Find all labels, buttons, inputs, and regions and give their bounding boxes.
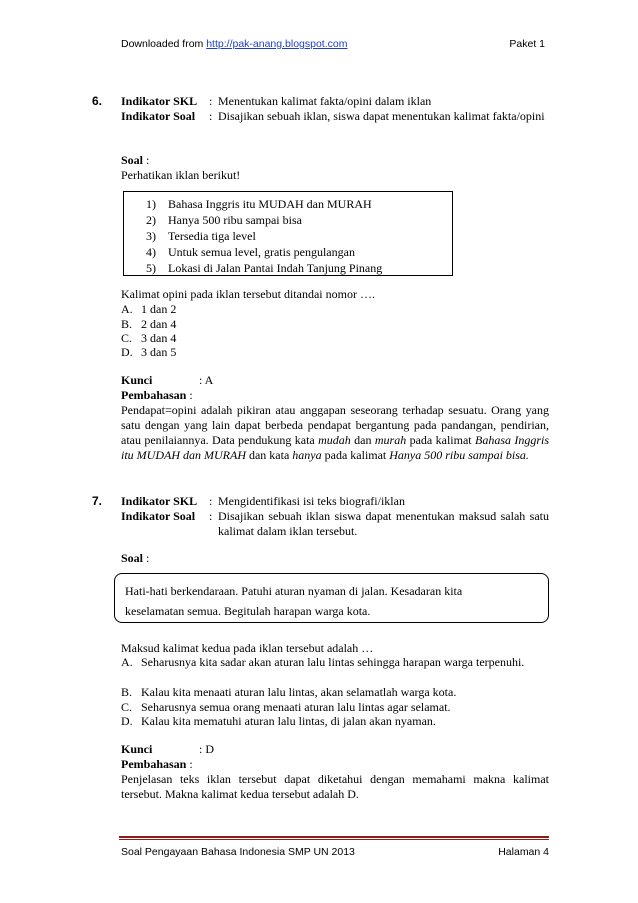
kunci-label: Kunci	[121, 742, 153, 756]
indikator-skl-value: Menentukan kalimat fakta/opini dalam iklan	[218, 94, 432, 108]
ad-item	[146, 197, 382, 213]
indikator-skl-label: Indikator SKL	[121, 494, 198, 508]
ad-box	[123, 191, 453, 276]
option-text: Kalau kita menaati aturan lalu lintas, akan selamatlah warga kota.	[141, 685, 457, 699]
indikator-soal-label: Indikator Soal	[121, 109, 196, 123]
option-text: Kalau kita mematuhi aturan lalu lintas, di jalan akan nyaman.	[141, 714, 436, 728]
kunci-value: : A	[199, 373, 214, 387]
option-letter: D.	[121, 714, 133, 728]
ad-item	[146, 245, 382, 261]
ad-item-number: 5)	[146, 261, 156, 275]
explanation-paragraph: Pendapat=opini adalah pikiran atau anggapan seseorang terhadap sesuatu. Orang yang satu dengan yang lain dapat berbeda pendapat bergantung pada pandangan, pendirian, atau penilaiannya. Data pendukung kata mudah dan murah pada kalimat Bahasa Inggris itu MUDAH dan MURAH dan kata hanya pada kalimat Hanya 500 ribu sampai bisa.	[121, 403, 550, 462]
indikator-soal-label: Indikator Soal	[121, 509, 196, 523]
ad-item-number: 4)	[146, 245, 156, 259]
option-letter: C.	[121, 331, 133, 345]
pembahasan-row: Pembahasan :	[121, 757, 193, 771]
option-text: 3 dan 4	[141, 331, 177, 345]
ad-box	[114, 573, 549, 623]
option-text: Seharusnya kita sadar akan aturan lalu lintas sehingga harapan warga terpenuhi.	[141, 655, 525, 669]
option-text: Seharusnya semua orang menaati aturan lalu lintas agar selamat.	[141, 700, 451, 714]
explanation-paragraph: Penjelasan teks iklan tersebut dapat diketahui dengan memahami makna kalimat tersebut. Makna kalimat kedua tersebut adalah D.	[121, 772, 549, 801]
indikator-skl-label: Indikator SKL	[121, 94, 198, 108]
instruction: Perhatikan iklan berikut!	[121, 168, 241, 182]
indikator-soal-value: Disajikan sebuah iklan siswa dapat menentukan maksud salah satu kalimat dalam iklan tersebut.	[218, 509, 549, 538]
pembahasan-row: Pembahasan :	[121, 388, 193, 402]
option-letter: A.	[121, 655, 133, 669]
footer-divider-thin	[119, 839, 549, 840]
question-text: Maksud kalimat kedua pada iklan tersebut adalah …	[121, 641, 374, 655]
option-letter: A.	[121, 302, 133, 316]
pembahasan-label: Pembahasan	[121, 757, 187, 771]
indikator-soal-value: Disajikan sebuah iklan, siswa dapat menentukan kalimat fakta/opini	[218, 109, 545, 123]
soal-label: Soal	[121, 551, 144, 565]
soal-label: Soal	[121, 153, 144, 167]
option-letter: D.	[121, 345, 133, 359]
footer-divider	[119, 836, 549, 838]
ad-item-text: Lokasi di Jalan Pantai Indah Tanjung Pinang	[168, 261, 383, 275]
question-text: Kalimat opini pada iklan tersebut ditandai nomor ….	[121, 287, 375, 301]
option-letter: B.	[121, 317, 133, 331]
indikator-skl-value: Mengidentifikasi isi teks biografi/iklan	[218, 494, 405, 508]
kunci-value: : D	[199, 742, 214, 756]
ad-item-text: Untuk semua level, gratis pengulangan	[168, 245, 355, 259]
option-letter: B.	[121, 685, 133, 699]
page-footer	[121, 846, 549, 858]
ad-item-text: Hanya 500 ribu sampai bisa	[168, 213, 302, 227]
ad-item	[146, 229, 382, 245]
option-letter: C.	[121, 700, 133, 714]
ad-item	[146, 213, 382, 229]
package-label: Paket 1	[509, 38, 545, 50]
ad-item	[146, 261, 382, 277]
ad-item-number: 1)	[146, 197, 156, 211]
page-number: Halaman 4	[498, 846, 549, 858]
kunci-label: Kunci	[121, 373, 153, 387]
source-link[interactable]: http://pak-anang.blogspot.com	[206, 38, 348, 50]
ad-item-text: Bahasa Inggris itu MUDAH dan MURAH	[168, 197, 372, 211]
soal-heading: Soal :	[121, 551, 150, 565]
downloaded-from-label: Downloaded from	[121, 38, 207, 50]
question-number: 6.	[92, 94, 103, 108]
ad-text: Hati-hati berkendaraan. Patuhi aturan nyaman di jalan. Kesadaran kita keselamatan semua. Begitulah harapan warga kota.	[125, 584, 463, 618]
page-header	[121, 38, 545, 50]
option-text: 1 dan 2	[141, 302, 177, 316]
footer-title: Soal Pengayaan Bahasa Indonesia SMP UN 2013	[121, 846, 355, 858]
question-number: 7.	[92, 494, 103, 508]
pembahasan-label: Pembahasan	[121, 388, 187, 402]
ad-item-number: 2)	[146, 213, 156, 227]
ad-item-number: 3)	[146, 229, 156, 243]
ad-list	[146, 197, 382, 277]
option-text: 3 dan 5	[141, 345, 177, 359]
ad-item-text: Tersedia tiga level	[168, 229, 256, 243]
option-text: 2 dan 4	[141, 317, 177, 331]
soal-heading: Soal :	[121, 153, 150, 167]
